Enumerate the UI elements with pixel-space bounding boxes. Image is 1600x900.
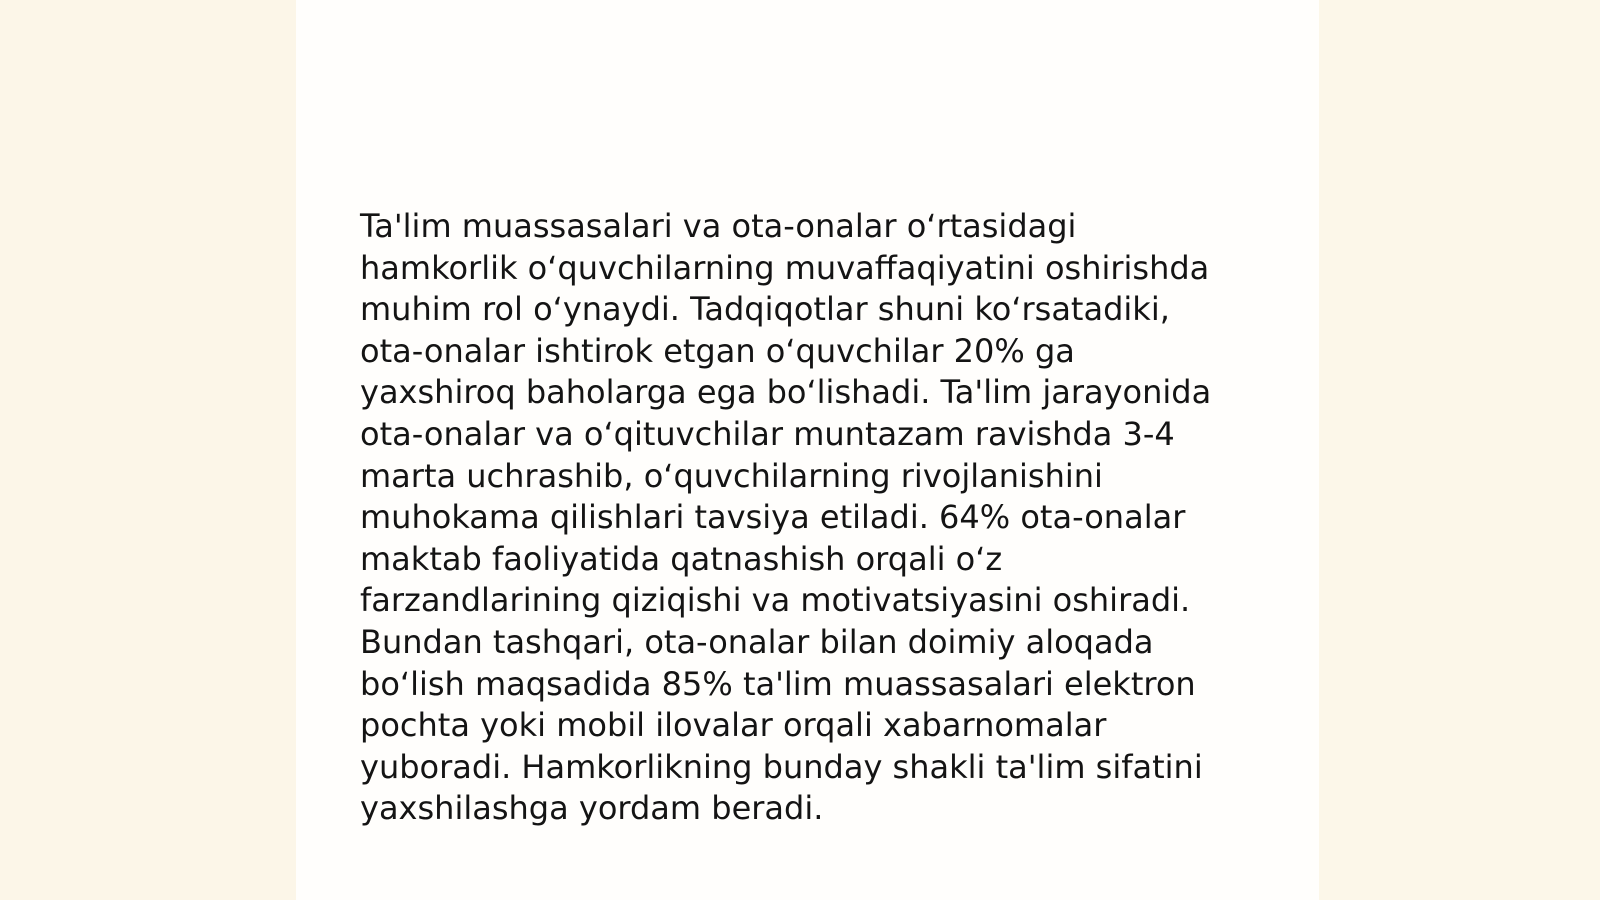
paragraph-line: ota-onalar ishtirok etgan o‘quvchilar 20% ga: [360, 331, 1075, 370]
paragraph-line: hamkorlik o‘quvchilarning muvaffaqiyatini oshirishda: [360, 248, 1210, 287]
paragraph-line: Ta'lim muassasalari va ota-onalar o‘rtasidagi: [360, 207, 1077, 245]
paragraph-line: maktab faoliyatida qatnashish orqali o‘z: [360, 539, 1003, 578]
paragraph-line: ota-onalar va o‘qituvchilar muntazam ravishda 3-4: [360, 414, 1175, 453]
paragraph-line: farzandlarining qiziqishi va motivatsiyasini oshiradi.: [360, 581, 1191, 620]
paragraph-line: pochta yoki mobil ilovalar orqali xabarnomalar: [360, 706, 1107, 745]
left-margin: [0, 0, 296, 900]
body-paragraph: [360, 206, 1250, 830]
paragraph-line: bo‘lish maqsadida 85% ta'lim muassasalari elektron: [360, 664, 1196, 703]
paragraph-line: muhim rol o‘ynaydi. Tadqiqotlar shuni ko‘rsatadiki,: [360, 290, 1170, 329]
document-page: [296, 0, 1319, 900]
paragraph-line: marta uchrashib, o‘quvchilarning rivojlanishini: [360, 456, 1103, 495]
paragraph-line: Bundan tashqari, ota-onalar bilan doimiy aloqada: [360, 622, 1154, 661]
paragraph-line: yuboradi. Hamkorlikning bunday shakli ta'lim sifatini: [360, 747, 1203, 786]
paragraph-line: yaxshilashga yordam beradi.: [360, 789, 824, 828]
paragraph-line: muhokama qilishlari tavsiya etiladi. 64% ota-onalar: [360, 498, 1186, 537]
right-margin: [1319, 0, 1600, 900]
paragraph-line: yaxshiroq baholarga ega bo‘lishadi. Ta'lim jarayonida: [360, 373, 1212, 412]
